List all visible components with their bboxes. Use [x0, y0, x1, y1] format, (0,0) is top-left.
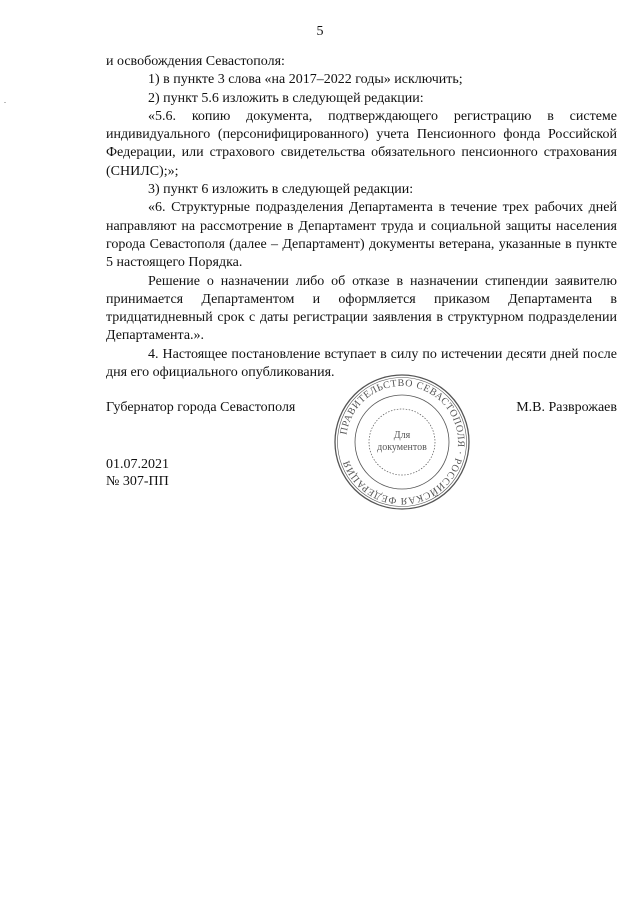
- signatory-position: Губернатор города Севастополя: [106, 400, 296, 415]
- paragraph-item-4: 4. Настоящее постановление вступает в силу по истечении десяти дней после дня его официального опубликования.: [106, 346, 617, 381]
- seal-inner-line-2: документов: [377, 442, 427, 453]
- signatory-name: М.В. Разврожаев: [516, 400, 617, 415]
- paragraph-item-2: 2) пункт 5.6 изложить в следующей редакции:: [148, 90, 424, 106]
- document-footer: [106, 456, 169, 490]
- page-number: 5: [316, 24, 324, 39]
- document-date: 01.07.2021: [106, 457, 169, 472]
- seal-outer-text: ПРАВИТЕЛЬСТВО СЕВАСТОПОЛЯ · РОССИЙСКАЯ ФЕДЕРАЦИЯ: [338, 377, 467, 507]
- seal-inner-line-1: Для: [393, 430, 411, 441]
- margin-mark: [4, 102, 6, 103]
- paragraph-quote-6: «6. Структурные подразделения Департамента в течение трех рабочих дней направляют на рассмотрение в Департамент труда и социальной защиты населения города Севастополя (далее – Департамент) документы ветерана, указанные в пункте 5 настоящего Порядка.: [106, 200, 617, 271]
- document-body: [106, 53, 617, 382]
- paragraph-intro: и освобождения Севастополя:: [106, 54, 285, 69]
- paragraph-item-1: 1) в пункте 3 слова «на 2017–2022 годы» исключить;: [148, 72, 463, 88]
- paragraph-decision: Решение о назначении либо об отказе в назначении стипендии заявителю принимается Департаментом и оформляется приказом Департамента в тридцатидневный срок с даты регистрации заявления в структурном подразделении Департамента.».: [106, 273, 617, 344]
- official-seal: [332, 372, 472, 512]
- paragraph-quote-5-6: «5.6. копию документа, подтверждающего регистрацию в системе индивидуального (персонифицированного) учета Пенсионного фонда Российской Федерации, или страхового свидетельства обязательного пенсионного страхования (СНИЛС);»;: [106, 108, 617, 179]
- document-number: № 307-ПП: [106, 474, 169, 489]
- paragraph-item-3: 3) пункт 6 изложить в следующей редакции:: [148, 182, 414, 198]
